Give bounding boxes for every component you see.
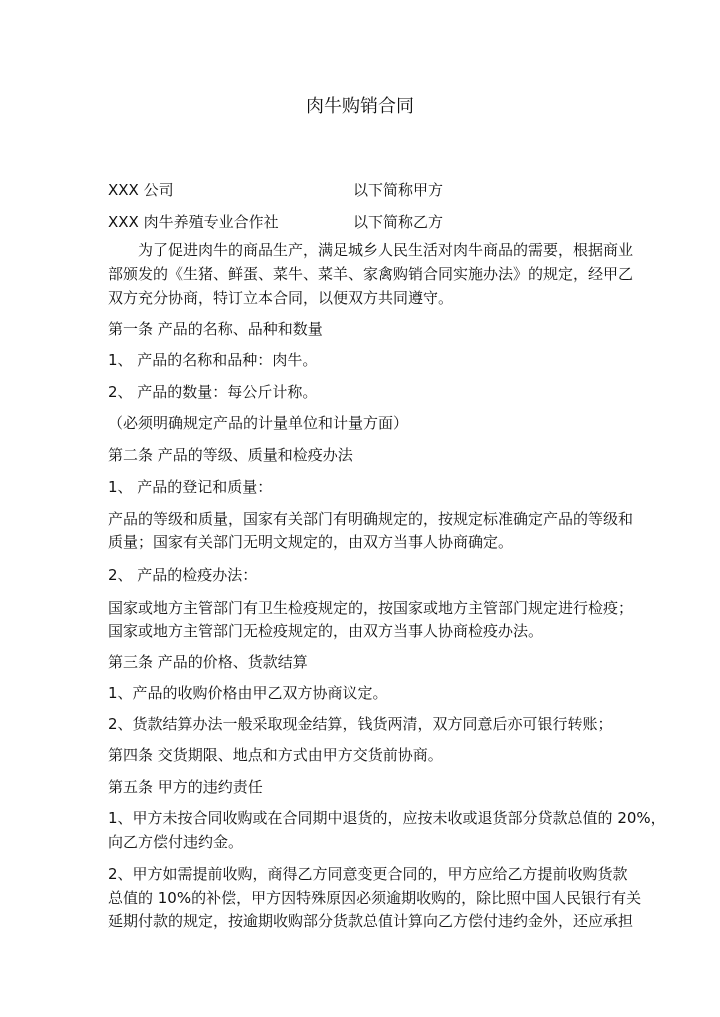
article-5-heading: 第五条 甲方的违约责任: [108, 778, 263, 796]
preamble-line: 为了促进肉牛的商品生产，满足城乡人民生活对肉牛商品的需要，根据商业: [108, 241, 634, 259]
preamble-line: 部颁发的《生猪、鲜蛋、菜牛、菜羊、家禽购销合同实施办法》的规定，经甲乙: [108, 265, 634, 283]
clause-text: 国家或地方主管部门无检疫规定的，由双方当事人协商检疫办法。: [108, 622, 544, 640]
document-title: 肉牛购销合同: [306, 96, 414, 117]
clause-text: 向乙方偿付违约金。: [108, 833, 244, 851]
clause: 2、 产品的检疫办法：: [108, 566, 258, 584]
party-a-alias: 以下简称甲方: [353, 181, 444, 199]
note: （必须明确规定产品的计量单位和计量方面）: [108, 414, 409, 432]
clause-text: 总值的 10%的补偿，甲方因特殊原因必须逾期收购的，除比照中国人民银行有关: [108, 889, 642, 907]
party-a-name: XXX 公司: [108, 181, 174, 199]
article-1-heading: 第一条 产品的名称、品种和数量: [108, 320, 323, 338]
clause: 2、货款结算办法一般采取现金结算，钱货两清，双方同意后亦可银行转账；: [108, 715, 613, 733]
clause-text: 延期付款的规定，按逾期收购部分货款总值计算向乙方偿付违约金外，还应承担: [108, 912, 634, 930]
party-b-alias: 以下简称乙方: [353, 213, 444, 231]
clause: 1、 产品的名称和品种：肉牛。: [108, 351, 318, 369]
clause: 2、 产品的数量：每公斤计称。: [108, 383, 318, 401]
article-3-heading: 第三条 产品的价格、货款结算: [108, 653, 308, 671]
clause: 1、产品的收购价格由甲乙双方协商议定。: [108, 684, 388, 702]
clause: 1、 产品的登记和质量：: [108, 478, 273, 496]
clause-text: 产品的等级和质量，国家有关部门有明确规定的，按规定标准确定产品的等级和: [108, 510, 634, 528]
clause-text: 2、甲方如需提前收购，商得乙方同意变更合同的，甲方应给乙方提前收购货款: [108, 865, 628, 883]
party-b-name: XXX 肉牛养殖专业合作社: [108, 213, 279, 231]
preamble-line: 双方充分协商，特订立本合同，以便双方共同遵守。: [108, 289, 454, 307]
clause-text: 国家或地方主管部门有卫生检疫规定的，按国家或地方主管部门规定进行检疫；: [108, 599, 634, 617]
clause-text: 质量；国家有关部门无明文规定的，由双方当事人协商确定。: [108, 533, 514, 551]
article-2-heading: 第二条 产品的等级、质量和检疫办法: [108, 446, 353, 464]
clause-text: 1、甲方未按合同收购或在合同期中退货的，应按未收或退货部分贷款总值的 20%，: [108, 809, 666, 827]
article-4-heading: 第四条 交货期限、地点和方式由甲方交货前协商。: [108, 746, 443, 764]
